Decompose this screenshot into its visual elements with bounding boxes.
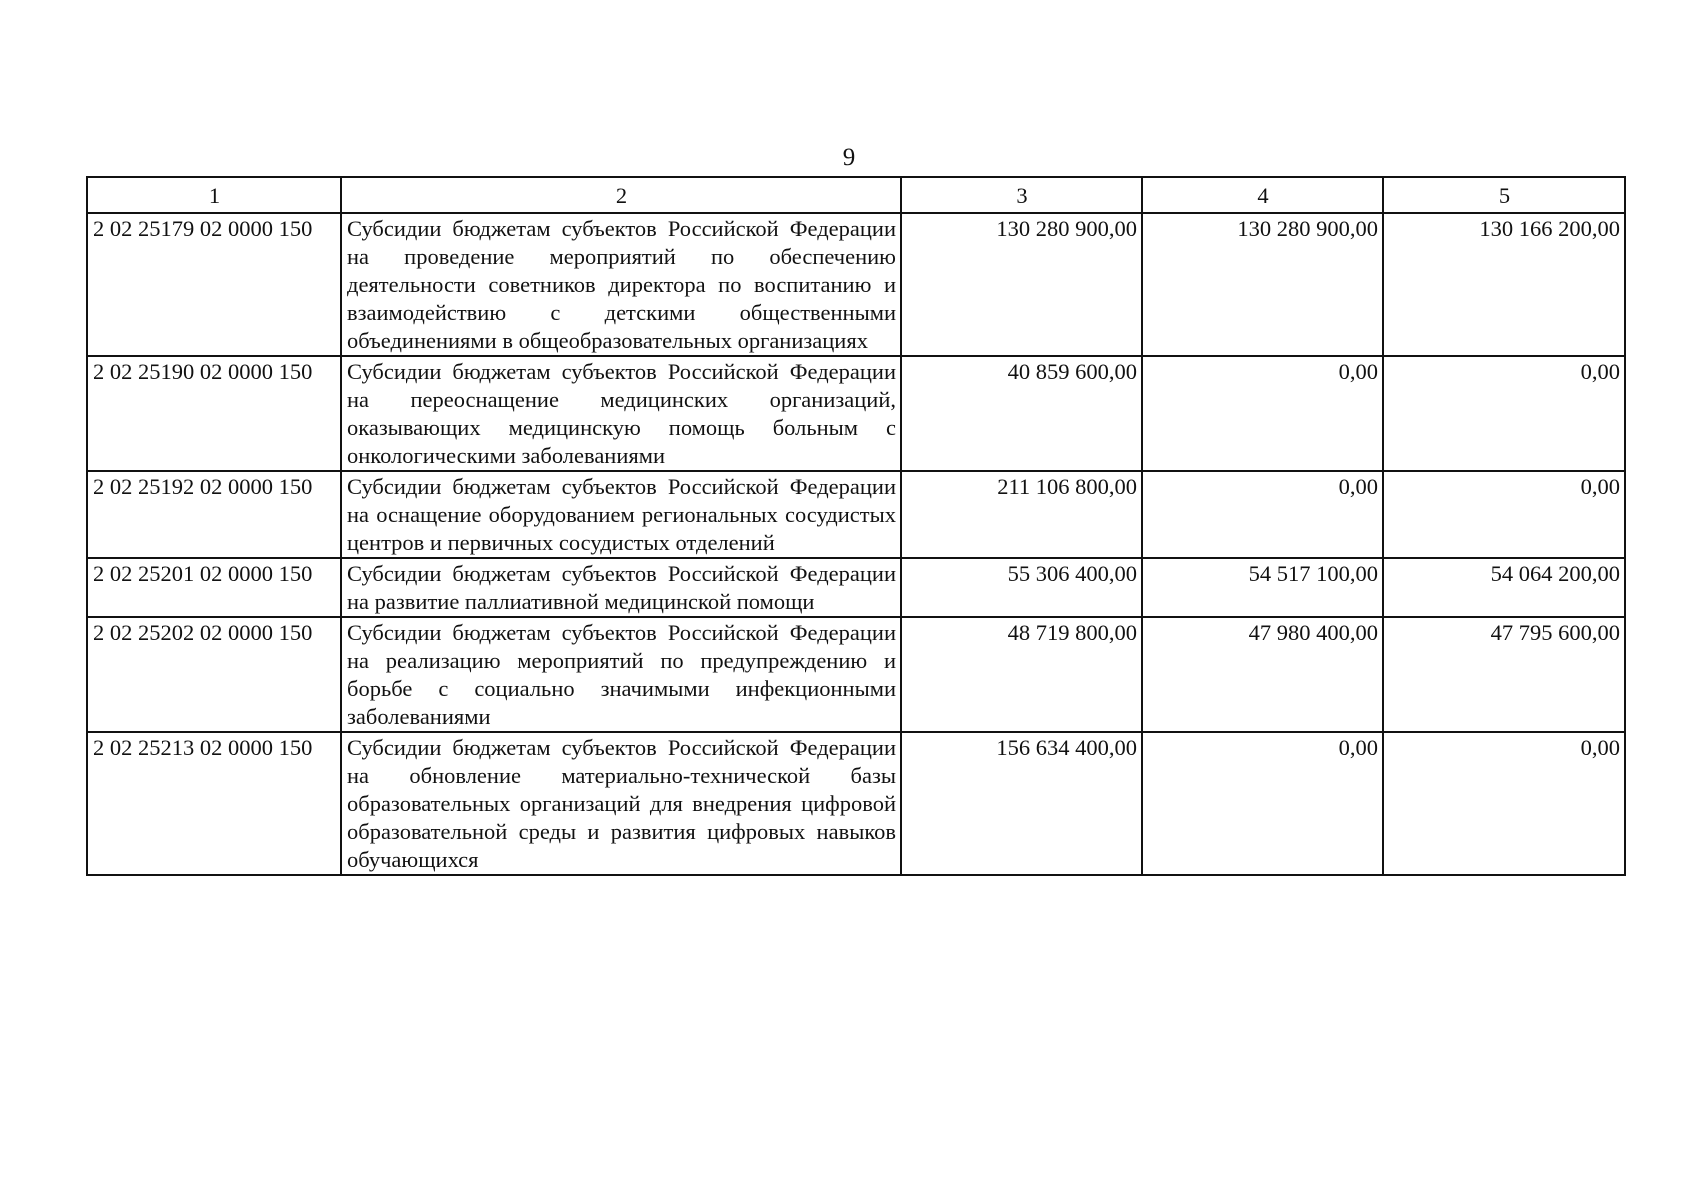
amount-col-4-cell: 0,00 <box>1142 356 1383 471</box>
amount-col-5-cell: 54 064 200,00 <box>1383 558 1625 617</box>
amount-col-3-cell: 48 719 800,00 <box>901 617 1142 732</box>
budget-code-cell: 2 02 25213 02 0000 150 <box>87 732 341 875</box>
amount-col-5-cell: 0,00 <box>1383 732 1625 875</box>
header-col-1: 1 <box>87 177 341 213</box>
budget-code-cell: 2 02 25202 02 0000 150 <box>87 617 341 732</box>
header-row <box>87 177 1625 213</box>
page-number: 9 <box>842 144 856 171</box>
table-row <box>87 617 1625 732</box>
amount-col-3-cell: 130 280 900,00 <box>901 213 1142 356</box>
amount-col-4-cell: 0,00 <box>1142 732 1383 875</box>
description-cell: Субсидии бюджетам субъектов Российской Федерации на переоснащение медицинских организаций, оказывающих медицинскую помощь больным с онкологическими заболеваниями <box>341 356 901 471</box>
description-cell: Субсидии бюджетам субъектов Российской Федерации на реализацию мероприятий по предупреждению и борьбе с социально значимыми инфекционными заболеваниями <box>341 617 901 732</box>
amount-col-5-cell: 0,00 <box>1383 471 1625 558</box>
table-row <box>87 471 1625 558</box>
table-row <box>87 356 1625 471</box>
table-row <box>87 732 1625 875</box>
amount-col-3-cell: 211 106 800,00 <box>901 471 1142 558</box>
table-header <box>87 177 1625 213</box>
amount-col-3-cell: 156 634 400,00 <box>901 732 1142 875</box>
amount-col-5-cell: 130 166 200,00 <box>1383 213 1625 356</box>
header-col-2: 2 <box>341 177 901 213</box>
amount-col-4-cell: 0,00 <box>1142 471 1383 558</box>
budget-code-cell: 2 02 25179 02 0000 150 <box>87 213 341 356</box>
amount-col-5-cell: 0,00 <box>1383 356 1625 471</box>
budget-code-cell: 2 02 25190 02 0000 150 <box>87 356 341 471</box>
amount-col-3-cell: 40 859 600,00 <box>901 356 1142 471</box>
header-col-3: 3 <box>901 177 1142 213</box>
budget-table <box>86 176 1626 876</box>
budget-code-cell: 2 02 25192 02 0000 150 <box>87 471 341 558</box>
amount-col-5-cell: 47 795 600,00 <box>1383 617 1625 732</box>
amount-col-4-cell: 130 280 900,00 <box>1142 213 1383 356</box>
amount-col-4-cell: 54 517 100,00 <box>1142 558 1383 617</box>
table-body <box>87 213 1625 875</box>
description-cell: Субсидии бюджетам субъектов Российской Федерации на оснащение оборудованием региональных сосудистых центров и первичных сосудистых отделений <box>341 471 901 558</box>
description-cell: Субсидии бюджетам субъектов Российской Федерации на проведение мероприятий по обеспечению деятельности советников директора по воспитанию и взаимодействию с детскими общественными объединениями в общеобразовательных организациях <box>341 213 901 356</box>
amount-col-3-cell: 55 306 400,00 <box>901 558 1142 617</box>
header-col-4: 4 <box>1142 177 1383 213</box>
description-cell: Субсидии бюджетам субъектов Российской Федерации на развитие паллиативной медицинской помощи <box>341 558 901 617</box>
header-col-5: 5 <box>1383 177 1625 213</box>
description-cell: Субсидии бюджетам субъектов Российской Федерации на обновление материально-технической базы образовательных организаций для внедрения цифровой образовательной среды и развития цифровых навыков обучающихся <box>341 732 901 875</box>
table-row <box>87 558 1625 617</box>
amount-col-4-cell: 47 980 400,00 <box>1142 617 1383 732</box>
table-row <box>87 213 1625 356</box>
budget-code-cell: 2 02 25201 02 0000 150 <box>87 558 341 617</box>
